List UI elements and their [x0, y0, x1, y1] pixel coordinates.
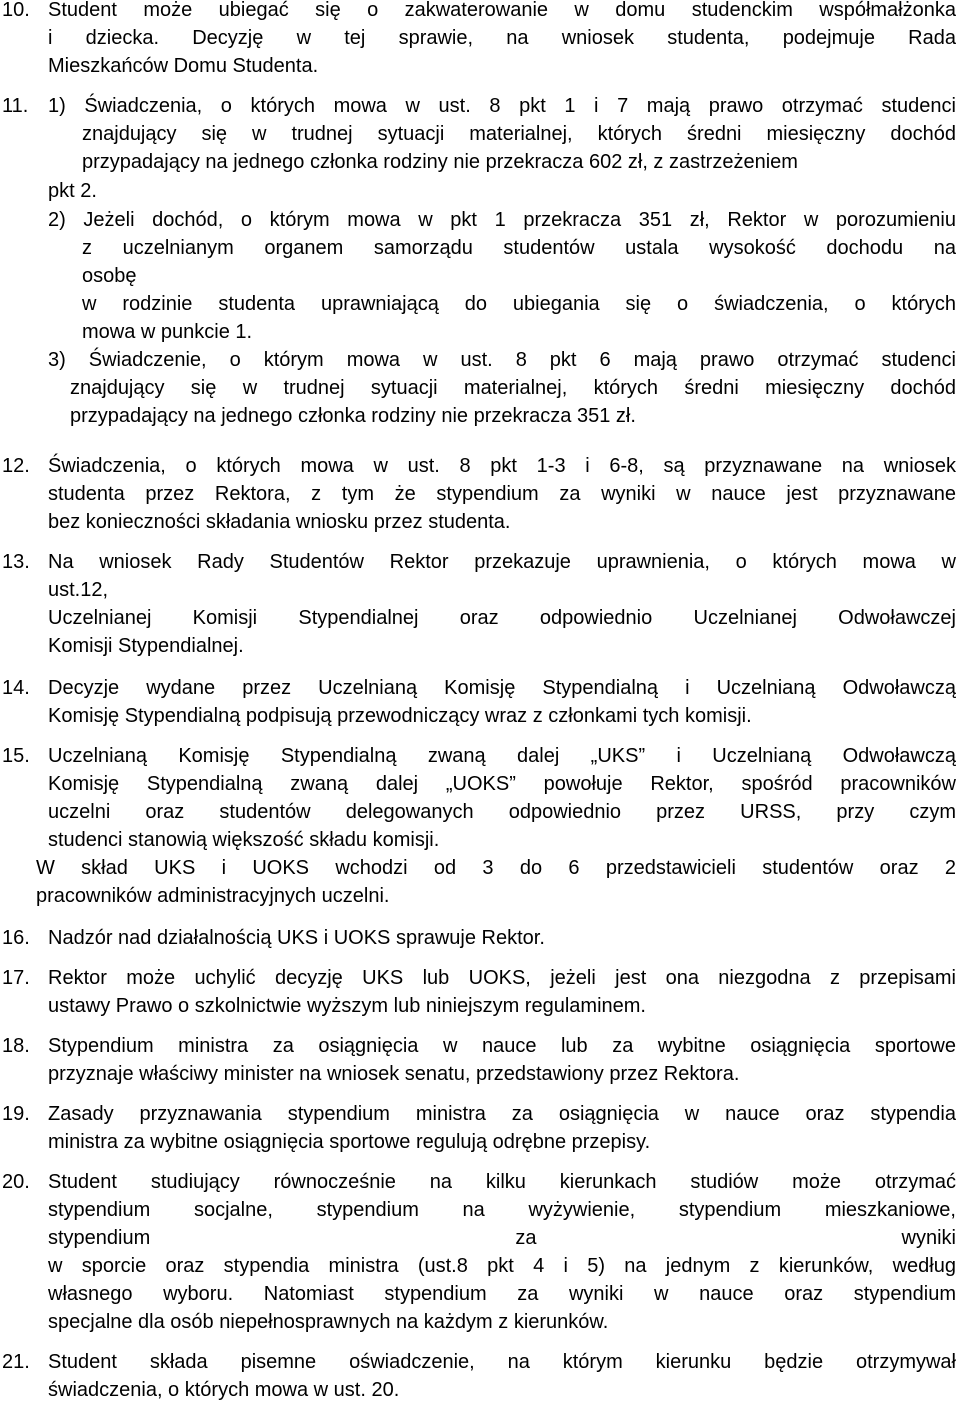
text-line: 2) Jeżeli dochód, o którym mowa w pkt 1 przekracza 351 zł, Rektor w porozumieniu: [48, 209, 956, 231]
item-number: 19.: [2, 1103, 30, 1125]
text-line: Komisję Stypendialną zwaną dalej „UOKS” powołuje Rektor, spośród pracowników: [48, 773, 956, 795]
text-line: świadczenia, o których mowa w ust. 20.: [48, 1379, 400, 1401]
text-line: stypendium socjalne, stypendium na wyżywienie, stypendium mieszkaniowe,: [48, 1199, 956, 1221]
text-line: Mieszkańców Domu Studenta.: [48, 55, 319, 77]
text-line: uczelni oraz studentów delegowanych odpowiednio przez URSS, przy czym: [48, 801, 956, 823]
text-line: W skład UKS i UOKS wchodzi od 3 do 6 przedstawicieli studentów oraz 2: [36, 857, 956, 879]
text-line: Świadczenia, o których mowa w ust. 8 pkt 1-3 i 6-8, są przyznawane na wniosek: [48, 455, 956, 477]
item-number: 18.: [2, 1035, 30, 1057]
text-line: studenci stanowią większość składu komisji.: [48, 829, 440, 851]
text-line: Stypendium ministra za osiągnięcia w nauce lub za wybitne osiągnięcia sportowe: [48, 1035, 956, 1057]
text-line: własnego wyboru. Natomiast stypendium za wyniki w nauce oraz stypendium: [48, 1283, 956, 1305]
text-line: osobę: [82, 265, 137, 287]
text-line: 3) Świadczenie, o którym mowa w ust. 8 pkt 6 mają prawo otrzymać studenci: [48, 349, 956, 371]
text-line: Student studiujący równocześnie na kilku kierunkach studiów może otrzymać: [48, 1171, 956, 1193]
text-line: stypendium za wyniki: [48, 1227, 956, 1249]
text-line: ust.12,: [48, 579, 109, 601]
text-line: w rodzinie studenta uprawniającą do ubiegania się o świadczenia, o których: [82, 293, 956, 315]
text-line: ustawy Prawo o szkolnictwie wyższym lub niniejszym regulaminem.: [48, 995, 646, 1017]
item-number: 15.: [2, 745, 30, 767]
text-line: znajdujący się w trudnej sytuacji materialnej, których średni miesięczny dochód: [70, 377, 956, 399]
text-line: przypadający na jednego członka rodziny nie przekracza 602 zł, z zastrzeżeniem: [82, 151, 798, 173]
text-line: znajdujący się w trudnej sytuacji materialnej, których średni miesięczny dochód: [82, 123, 956, 145]
text-line: w sporcie oraz stypendia ministra (ust.8 pkt 4 i 5) na jednym z kierunków, według: [48, 1255, 956, 1277]
text-line: Komisji Stypendialnej.: [48, 635, 244, 657]
text-line: Decyzje wydane przez Uczelnianą Komisję Stypendialną i Uczelnianą Odwoławczą: [48, 677, 956, 699]
text-line: Nadzór nad działalnością UKS i UOKS sprawuje Rektor.: [48, 927, 545, 949]
text-line: 1) Świadczenia, o których mowa w ust. 8 pkt 1 i 7 mają prawo otrzymać studenci: [48, 95, 956, 117]
text-line: Uczelnianą Komisję Stypendialną zwaną dalej „UKS” i Uczelnianą Odwoławczą: [48, 745, 956, 767]
text-line: specjalne dla osób niepełnosprawnych na każdym z kierunków.: [48, 1311, 609, 1333]
item-number: 13.: [2, 551, 30, 573]
item-number: 12.: [2, 455, 30, 477]
text-line: przypadający na jednego członka rodziny nie przekracza 351 zł.: [70, 405, 636, 427]
item-number: 10.: [2, 0, 30, 21]
item-number: 14.: [2, 677, 30, 699]
text-line: pkt 2.: [48, 180, 97, 202]
text-line: Zasady przyznawania stypendium ministra za osiągnięcia w nauce oraz stypendia: [48, 1103, 956, 1125]
text-line: przyznaje właściwy minister na wniosek senatu, przedstawiony przez Rektora.: [48, 1063, 740, 1085]
text-line: mowa w punkcie 1.: [82, 321, 253, 343]
item-number: 11.: [2, 95, 29, 117]
text-line: Na wniosek Rady Studentów Rektor przekazuje uprawnienia, o których mowa w: [48, 551, 956, 573]
text-line: pracowników administracyjnych uczelni.: [36, 885, 390, 907]
text-line: Student może ubiegać się o zakwaterowanie w domu studenckim współmałżonka: [48, 0, 956, 21]
item-number: 16.: [2, 927, 30, 949]
text-line: bez konieczności składania wniosku przez studenta.: [48, 511, 511, 533]
text-line: Komisję Stypendialną podpisują przewodniczący wraz z członkami tych komisji.: [48, 705, 752, 727]
text-line: Student składa pisemne oświadczenie, na którym kierunku będzie otrzymywał: [48, 1351, 956, 1373]
text-line: i dziecka. Decyzję w tej sprawie, na wniosek studenta, podejmuje Rada: [48, 27, 956, 49]
item-number: 20.: [2, 1171, 30, 1193]
text-line: Rektor może uchylić decyzję UKS lub UOKS, jeżeli jest ona niezgodna z przepisami: [48, 967, 956, 989]
text-line: Uczelnianej Komisji Stypendialnej oraz odpowiednio Uczelnianej Odwoławczej: [48, 607, 956, 629]
text-line: ministra za wybitne osiągnięcia sportowe regulują odrębne przepisy.: [48, 1131, 651, 1153]
text-line: z uczelnianym organem samorządu studentów ustala wysokość dochodu na: [82, 237, 956, 259]
item-number: 21.: [2, 1351, 30, 1373]
item-number: 17.: [2, 967, 30, 989]
text-line: studenta przez Rektora, z tym że stypendium za wyniki w nauce jest przyznawane: [48, 483, 956, 505]
